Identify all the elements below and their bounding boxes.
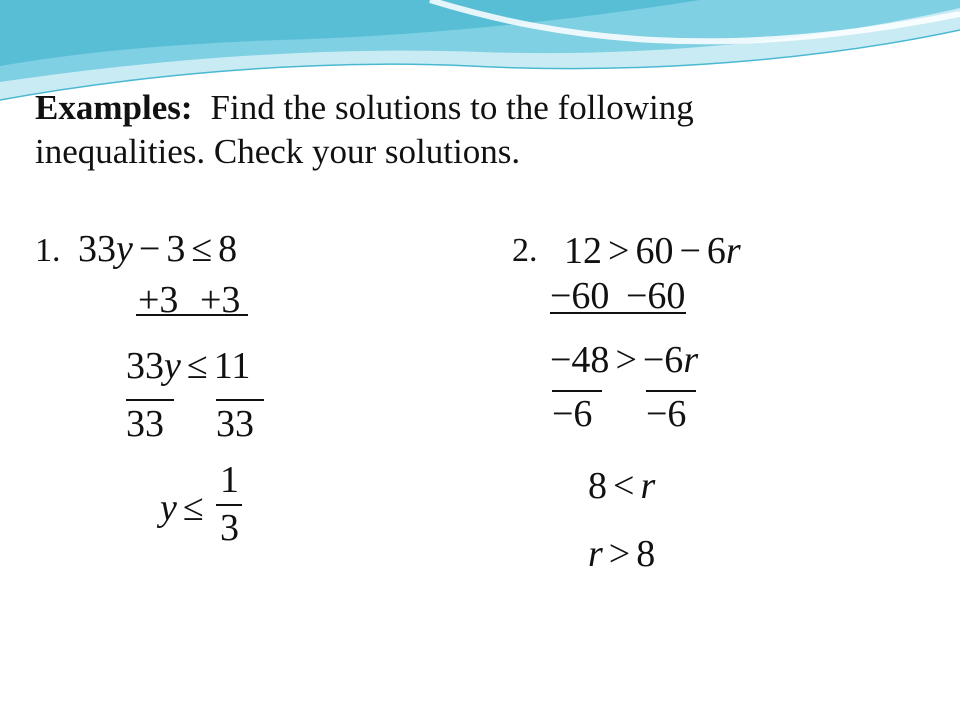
p1-eq-minus: − bbox=[138, 228, 161, 270]
p2-eq-var: r bbox=[725, 230, 741, 272]
p1-eq-rel: ≤ bbox=[191, 228, 213, 270]
problem2-divisor-right: −6 bbox=[646, 393, 687, 435]
heading-line1: Find the solutions to the following bbox=[210, 88, 694, 127]
problem2-divide-bar-right bbox=[646, 390, 696, 392]
problem1-equation bbox=[78, 229, 237, 269]
problem1-add-underline bbox=[136, 314, 248, 316]
problem2-number: 2. bbox=[512, 232, 538, 269]
problem1-result bbox=[160, 488, 210, 528]
problem1-divide-bar-right bbox=[216, 399, 264, 401]
problem2-sub-underline bbox=[550, 312, 686, 314]
problem2-final bbox=[588, 534, 655, 574]
p1-eq-const: 3 bbox=[166, 228, 186, 270]
problem1-result-numerator: 1 bbox=[220, 459, 239, 501]
p2-eq-lhs: 12 bbox=[564, 230, 602, 272]
p2-step2-lhs: −48 bbox=[550, 339, 610, 381]
p2-step3-lhs: 8 bbox=[588, 465, 607, 507]
problem2-sub-right: −60 bbox=[626, 275, 686, 317]
p2-step2-coef: −6 bbox=[642, 339, 684, 381]
problem2-step2 bbox=[550, 340, 698, 380]
p2-step3-var: r bbox=[640, 465, 656, 507]
heading-line2: inequalities. Check your solutions. bbox=[35, 132, 521, 171]
problem2-equation bbox=[564, 231, 741, 271]
p2-eq-const: 60 bbox=[635, 230, 674, 272]
p1-eq-rhs: 8 bbox=[218, 228, 238, 270]
p2-final-rhs: 8 bbox=[636, 533, 656, 575]
problem1-number: 1. bbox=[35, 232, 61, 269]
p2-step2-rel: > bbox=[615, 339, 637, 381]
problem1-step2 bbox=[126, 346, 250, 386]
p1-step2-rel: ≤ bbox=[186, 345, 208, 387]
p2-final-var: r bbox=[588, 533, 603, 575]
problem1-add-right: +3 bbox=[200, 279, 241, 321]
problem1-result-fraction-bar bbox=[216, 504, 242, 506]
problem1-divisor-right: 33 bbox=[216, 403, 254, 445]
p1-step2-rhs: 11 bbox=[213, 345, 251, 387]
p1-result-var: y bbox=[160, 487, 177, 529]
p2-eq-minus: − bbox=[679, 230, 701, 272]
slide-heading bbox=[35, 86, 935, 174]
p2-final-rel: > bbox=[608, 533, 631, 575]
p2-eq-coef: 6 bbox=[706, 230, 726, 272]
p2-eq-rel: > bbox=[608, 230, 630, 272]
p1-result-rel: ≤ bbox=[182, 487, 204, 529]
problem1-divisor-left: 33 bbox=[126, 403, 164, 445]
heading-bold-label: Examples: bbox=[35, 88, 193, 127]
problem1-divide-bar-left bbox=[126, 399, 174, 401]
problem2-sub-left: −60 bbox=[550, 275, 610, 317]
p1-step2-coef: 33 bbox=[126, 345, 164, 387]
p1-step2-var: y bbox=[164, 345, 181, 387]
problem2-divisor-left: −6 bbox=[552, 393, 593, 435]
problem1-add-left: +3 bbox=[138, 279, 179, 321]
problem1-result-denominator: 3 bbox=[220, 507, 239, 549]
p2-step3-rel: < bbox=[613, 465, 635, 507]
problem2-step3 bbox=[588, 466, 655, 506]
p1-eq-var: y bbox=[116, 228, 133, 270]
p1-eq-coef: 33 bbox=[78, 228, 116, 270]
problem2-divide-bar-left bbox=[552, 390, 602, 392]
p2-step2-var: r bbox=[683, 339, 699, 381]
